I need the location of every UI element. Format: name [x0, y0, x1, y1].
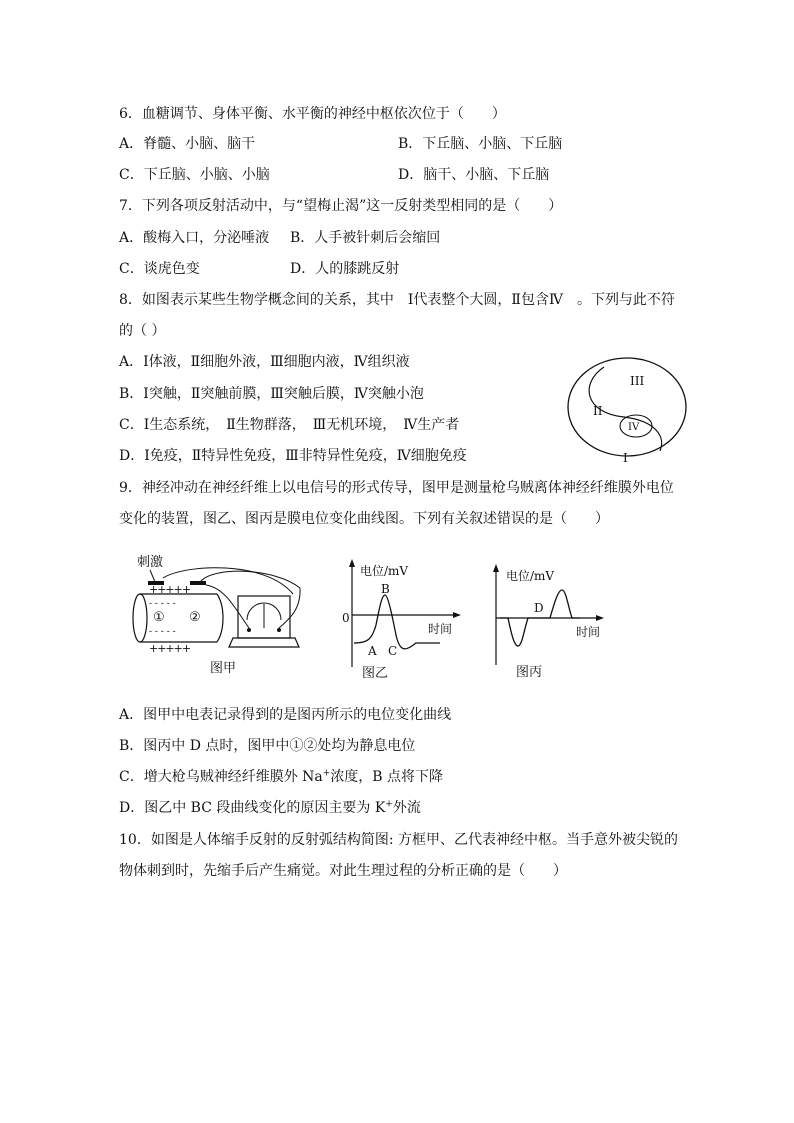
wire-1: [201, 571, 300, 588]
q9-option-c-pre: C．增大枪乌贼神经纤维膜外 Na: [119, 769, 323, 785]
meter-terminal-right: [277, 628, 281, 632]
bing-y-arrow: [493, 564, 499, 572]
yi-x-arrow: [453, 612, 461, 618]
q10-stem-line2: 物体刺到时，先缩手后产生痛觉。对此生理过程的分析正确的是（ ）: [119, 863, 567, 879]
meter-terminal-left: [247, 628, 251, 632]
q6-option-a: A．脊髓、小脑、脑干: [119, 136, 256, 152]
fig-jia: [125, 548, 325, 683]
label-ii: II: [593, 404, 603, 418]
circle-i: [568, 358, 686, 456]
q6-stem: 6．血糖调节、身体平衡、水平衡的神经中枢依次位于（ ）: [119, 106, 506, 122]
stimulus-label: 刺激: [137, 555, 164, 570]
bing-y-label: 电位/mV: [506, 569, 555, 583]
q7-option-b: B．人手被针刺后会缩回: [290, 230, 441, 246]
bing-x-label: 时间: [576, 625, 601, 639]
q8-option-a: A．Ⅰ体液，Ⅱ细胞外液，Ⅲ细胞内液，Ⅳ组织液: [119, 354, 410, 370]
yi-point-b: B: [381, 582, 390, 596]
caption-bing: 图丙: [516, 665, 543, 680]
label-iii: III: [630, 374, 645, 388]
q10-stem-line1: 10．如图是人体缩手反射的反射弧结构简图: 方框甲、乙代表神经中枢。当手意外被尖锐的: [119, 832, 678, 848]
label-iv: IV: [628, 422, 640, 433]
caption-jia: 图甲: [210, 661, 237, 676]
q9-option-d-post: 外流: [392, 800, 421, 816]
yi-y-arrow: [349, 559, 355, 567]
bing-x-arrow: [596, 615, 604, 621]
stimulus-arrow: [150, 570, 155, 582]
q8-option-c: C．Ⅰ生态系统， Ⅱ生物群落， Ⅲ无机环境， Ⅳ生产者: [119, 417, 460, 433]
q7-option-d: D．人的膝跳反射: [290, 261, 400, 277]
plus-bottom: +++++: [149, 642, 191, 655]
label-i: I: [623, 451, 628, 465]
yi-point-c: C: [388, 644, 398, 658]
q9-option-d-sup: +: [385, 799, 393, 810]
yi-x-label: 时间: [428, 622, 453, 636]
q9-stem-line1: 9．神经冲动在神经纤维上以电信号的形式传导，图甲是测量枪乌贼离体神经纤维膜外电位: [119, 480, 674, 496]
q8-stem-line2: 的（ ）: [119, 323, 166, 339]
q9-option-d-pre: D．图乙中 BC 段曲线变化的原因主要为 K: [119, 800, 386, 816]
q8-concept-figure: [560, 355, 700, 465]
bing-point-d: D: [534, 601, 544, 615]
q7-option-a: A．酸梅入口，分泌唾液: [119, 230, 270, 246]
minus-bottom: - - - - -: [149, 627, 176, 637]
caption-yi: 图乙: [362, 666, 389, 681]
point-1: ①: [153, 610, 165, 625]
plus-top: +++++: [149, 583, 191, 596]
q9-option-c: [119, 767, 443, 787]
fig-yi: [340, 555, 470, 685]
q6-option-c: C．下丘脑、小脑、小脑: [119, 167, 270, 183]
yi-zero: 0: [342, 611, 350, 625]
yi-y-label: 电位/mV: [360, 564, 409, 578]
q9-option-d: [119, 798, 421, 818]
minus-top: - - - - -: [149, 599, 176, 609]
q9-stem-line2: 变化的装置，图乙、图丙是膜电位变化曲线图。下列有关叙述错误的是（ ）: [119, 511, 609, 527]
meter-base: [229, 638, 299, 647]
q8-option-b: B．Ⅰ突触，Ⅱ突触前膜，Ⅲ突触后膜，Ⅳ突触小泡: [119, 386, 424, 402]
q7-option-c: C．谈虎色变: [119, 261, 200, 277]
q9-option-b: B．图丙中 D 点时，图甲中①②处均为静息电位: [119, 738, 416, 754]
fiber-tip: [217, 594, 223, 642]
fiber-end: [133, 594, 147, 642]
recording-electrode: [190, 581, 206, 585]
q6-option-d: D．脑干、小脑、下丘脑: [398, 167, 550, 183]
fig-bing: [488, 560, 618, 680]
q9-option-c-post: 浓度，B 点将下降: [330, 769, 444, 785]
q9-option-a: A．图甲中电表记录得到的是图丙所示的电位变化曲线: [119, 707, 452, 723]
q8-stem-line1: 8．如图表示某些生物学概念间的关系，其中 Ⅰ代表整个大圆，Ⅱ包含Ⅳ 。下列与此不符: [119, 292, 675, 308]
q9-option-c-sup: +: [322, 768, 331, 779]
point-2: ②: [189, 610, 201, 625]
q7-stem: 7．下列各项反射活动中，与“望梅止渴”这一反射类型相同的是（ ）: [119, 198, 563, 214]
q6-option-b: B．下丘脑、小脑、下丘脑: [398, 136, 563, 152]
yi-point-a: A: [368, 644, 377, 658]
q8-option-d: D．Ⅰ免疫，Ⅱ特异性免疫，Ⅲ非特异性免疫，Ⅳ细胞免疫: [119, 448, 467, 464]
